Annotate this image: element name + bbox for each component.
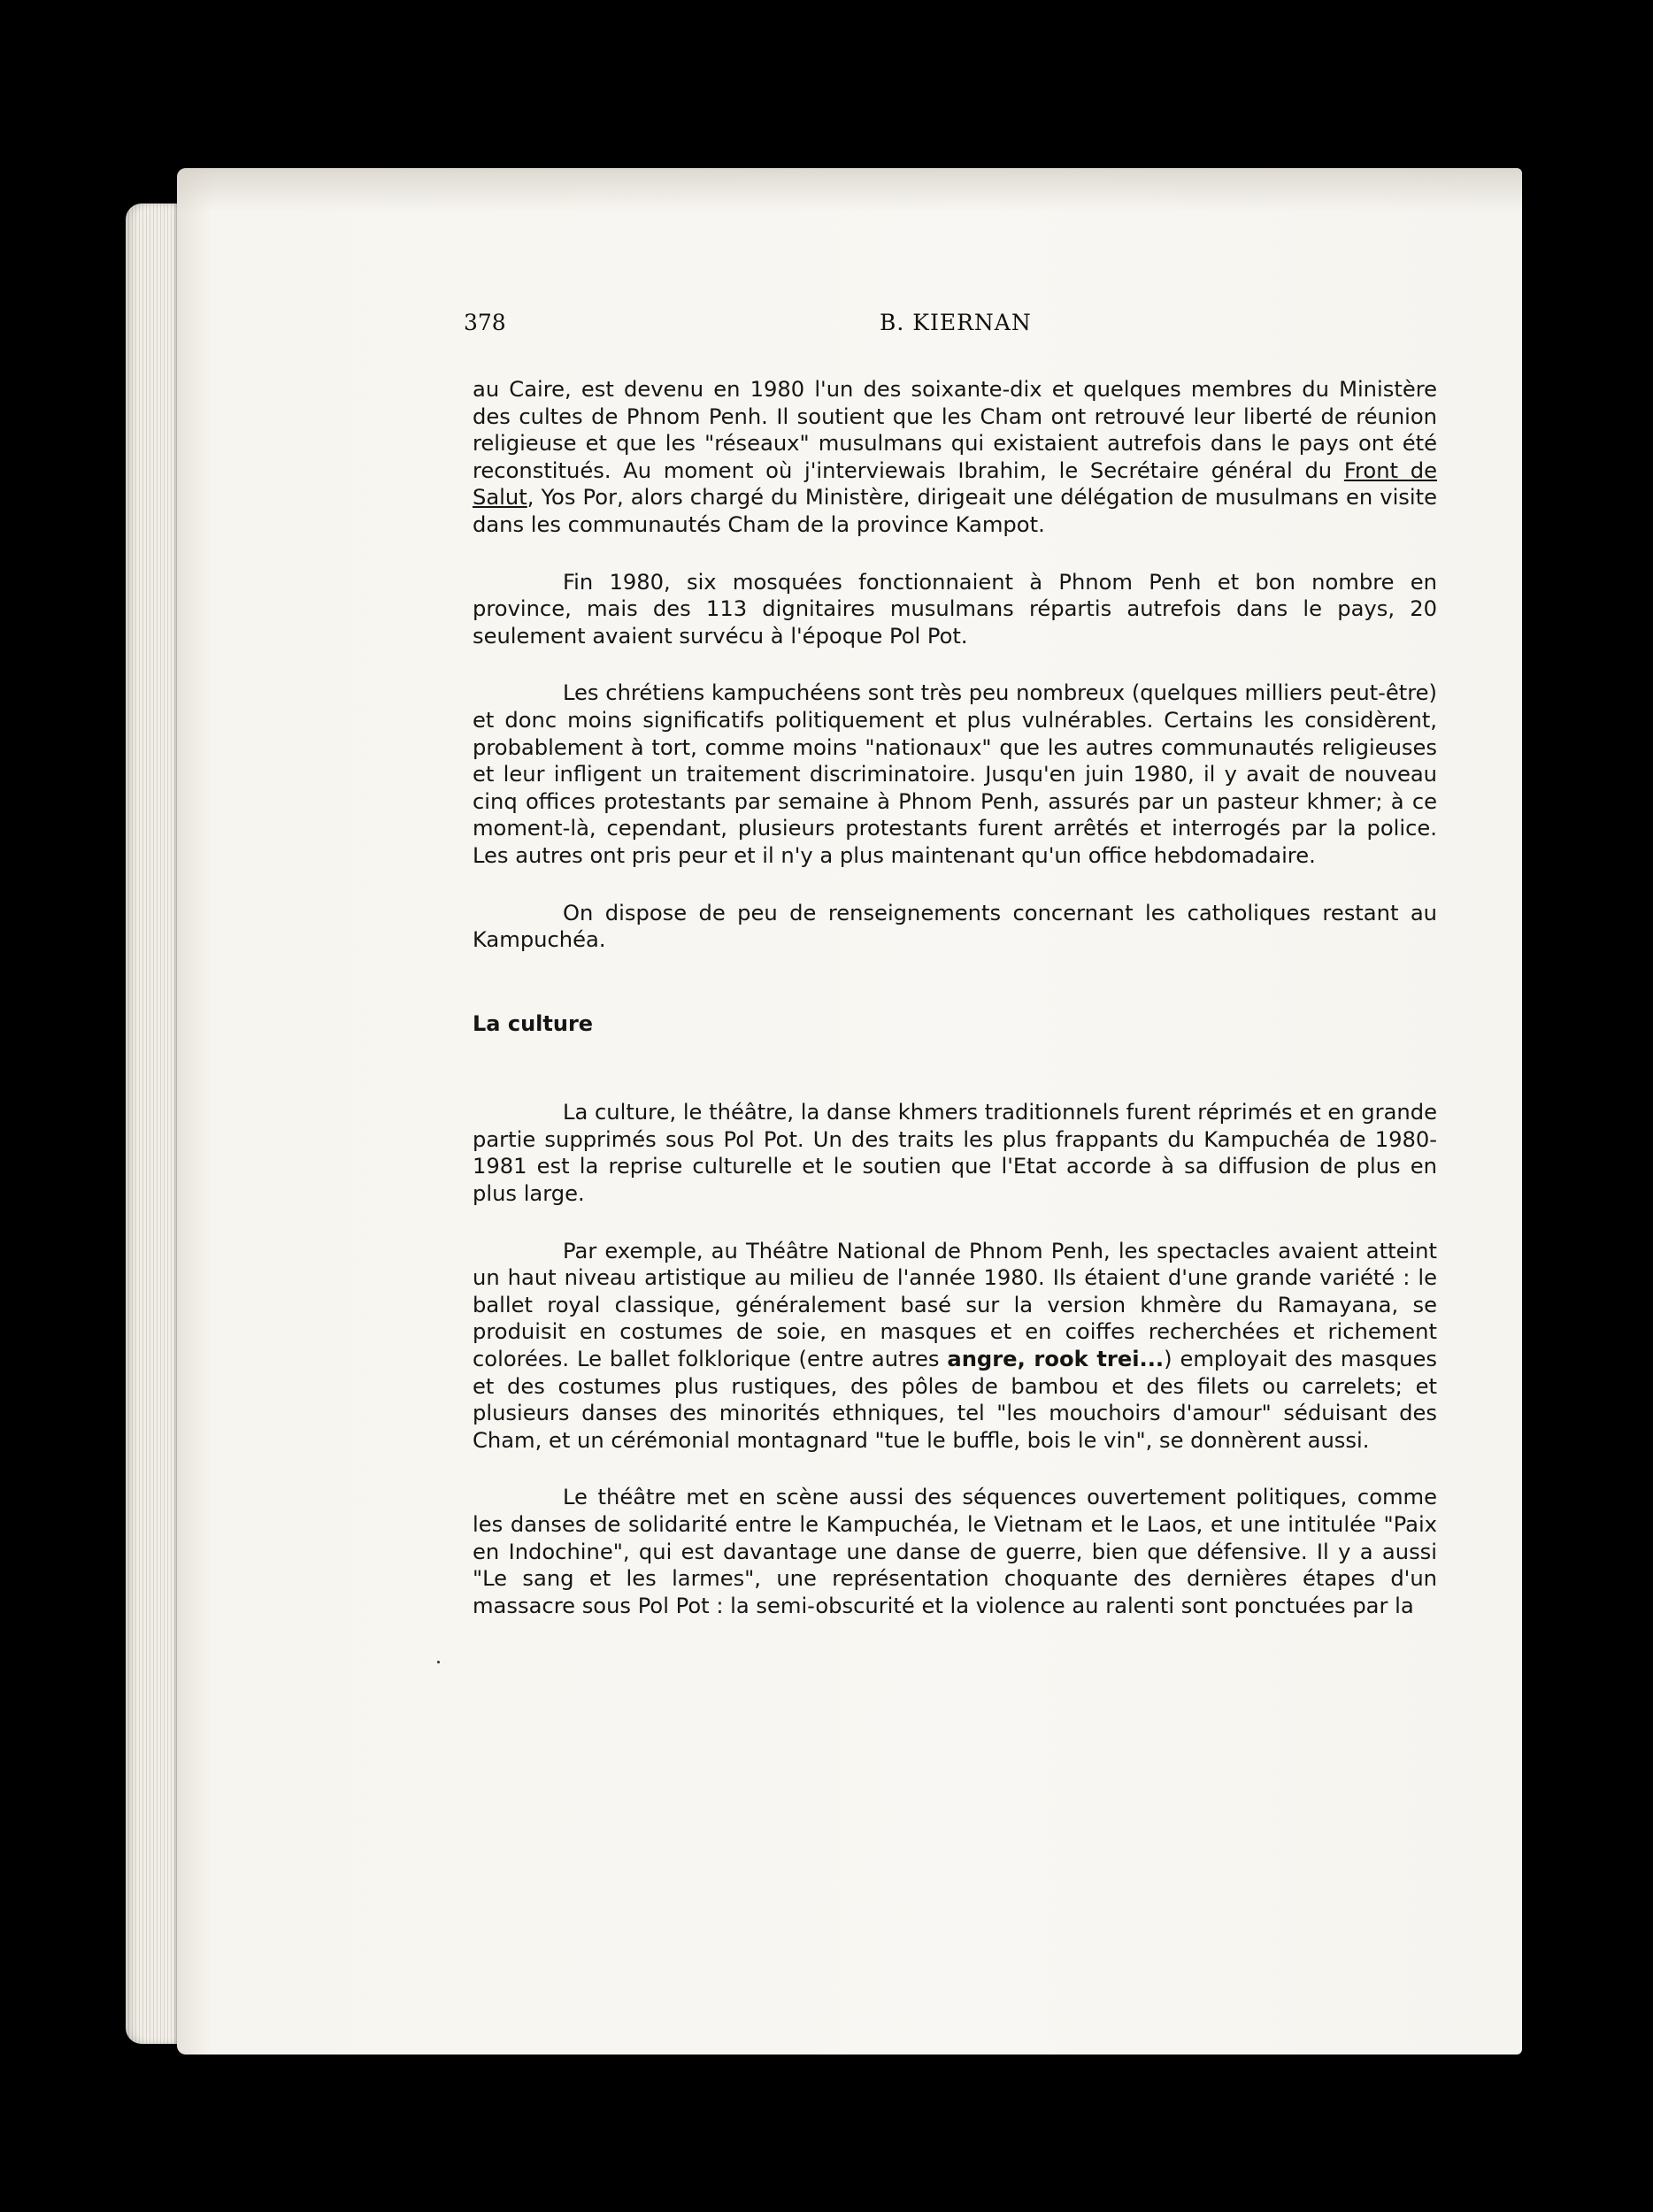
bold-terms: angre, rook trei... [947,1347,1165,1372]
paragraph-1-text-b: , Yos Por, alors chargé du Ministère, dirigeait une délégation de musulmans en visite dans les communautés Cham de la province Kampot. [473,485,1437,537]
paragraph-7: Le théâtre met en scène aussi des séquences ouvertement politiques, comme les danses de solidarité entre le Kampuchéa, le Vietnam et le Laos, et une intitulée "Paix en Indochine", qui est davantage une danse de guerre, bien que défensive. Il y a aussi "Le sang et les larmes", une représentation choquante des dernières étapes d'un massacre sous Pol Pot : la semi-obscurité et la violence au ralenti sont ponctuées par la [473,1485,1437,1618]
paragraph-6-text-a: Par exemple, au Théâtre National de Phnom Penh, les spectacles avaient atteint un haut niveau artistique au milieu de l'année 1980. Ils étaient d'une grande variété : le ballet royal classique, généralement basé sur la version khmère du Ramayana, se produisit en costumes de soie, en masques et en coiffes recherchées et richement colorées. Le ballet folklorique (entre autres [473,1238,1437,1372]
page-number: 378 [464,310,506,335]
paragraph-1-text-a: au Caire, est devenu en 1980 l'un des soixante-dix et quelques membres du Ministère des cultes de Phnom Penh. Il soutient que les Cham ont retrouvé leur liberté de réunion religieuse et que les "réseaux" musulmans qui existaient autrefois dans le pays ont été reconstitués. Au moment où j'interviewais Ibrahim, le Secrétaire général du [473,377,1437,483]
stray-dot-mark [437,1661,440,1663]
paragraph-4: On dispose de peu de renseignements concernant les catholiques restant au Kampuchéa. [473,900,1437,953]
running-head: B. KIERNAN [880,310,1032,335]
paragraph-2: Fin 1980, six mosquées fonctionnaient à Phnom Penh et bon nombre en province, mais des 113 dignitaires musulmans répartis autrefois dans le pays, 20 seulement avaient survécu à l'époque Pol Pot. [473,569,1437,649]
paragraph-1 [473,376,1437,539]
front-de-salut-underlined: Front de Salut [473,457,1437,511]
paragraph-6 [473,1238,1437,1455]
section-heading: La culture [473,1010,594,1036]
paragraph-6-text-b: ) employait des masques et des costumes plus rustiques, des pôles de bambou et des filets ou carrelets; et plusieurs danses des minorités ethniques, tel "les mouchoirs d'amour" séduisant des Cham, et un cérémonial montagnard "tue le buffle, bois le vin", se donnèrent aussi. [473,1347,1437,1453]
paragraph-3: Les chrétiens kampuchéens sont très peu nombreux (quelques milliers peut-être) et donc moins significatifs politiquement et plus vulnérables. Certains les considèrent, probablement à tort, comme moins "nationaux" que les autres communautés religieuses et leur infligent un traitement discriminatoire. Jusqu'en juin 1980, il y avait de nouveau cinq offices protestants par semaine à Phnom Penh, assurés par un pasteur khmer; à ce moment-là, cependant, plusieurs protestants furent arrêtés et interrogés par la police. Les autres ont pris peur et il n'y a plus maintenant qu'un office hebdomadaire. [473,680,1437,868]
page-body [473,376,1437,1649]
paragraph-5: La culture, le théâtre, la danse khmers traditionnels furent réprimés et en grande partie supprimés sous Pol Pot. Un des traits les plus frappants du Kampuchéa de 1980-1981 est la reprise culturelle et le soutien que l'Etat accorde à sa diffusion de plus en plus large. [473,1100,1437,1207]
